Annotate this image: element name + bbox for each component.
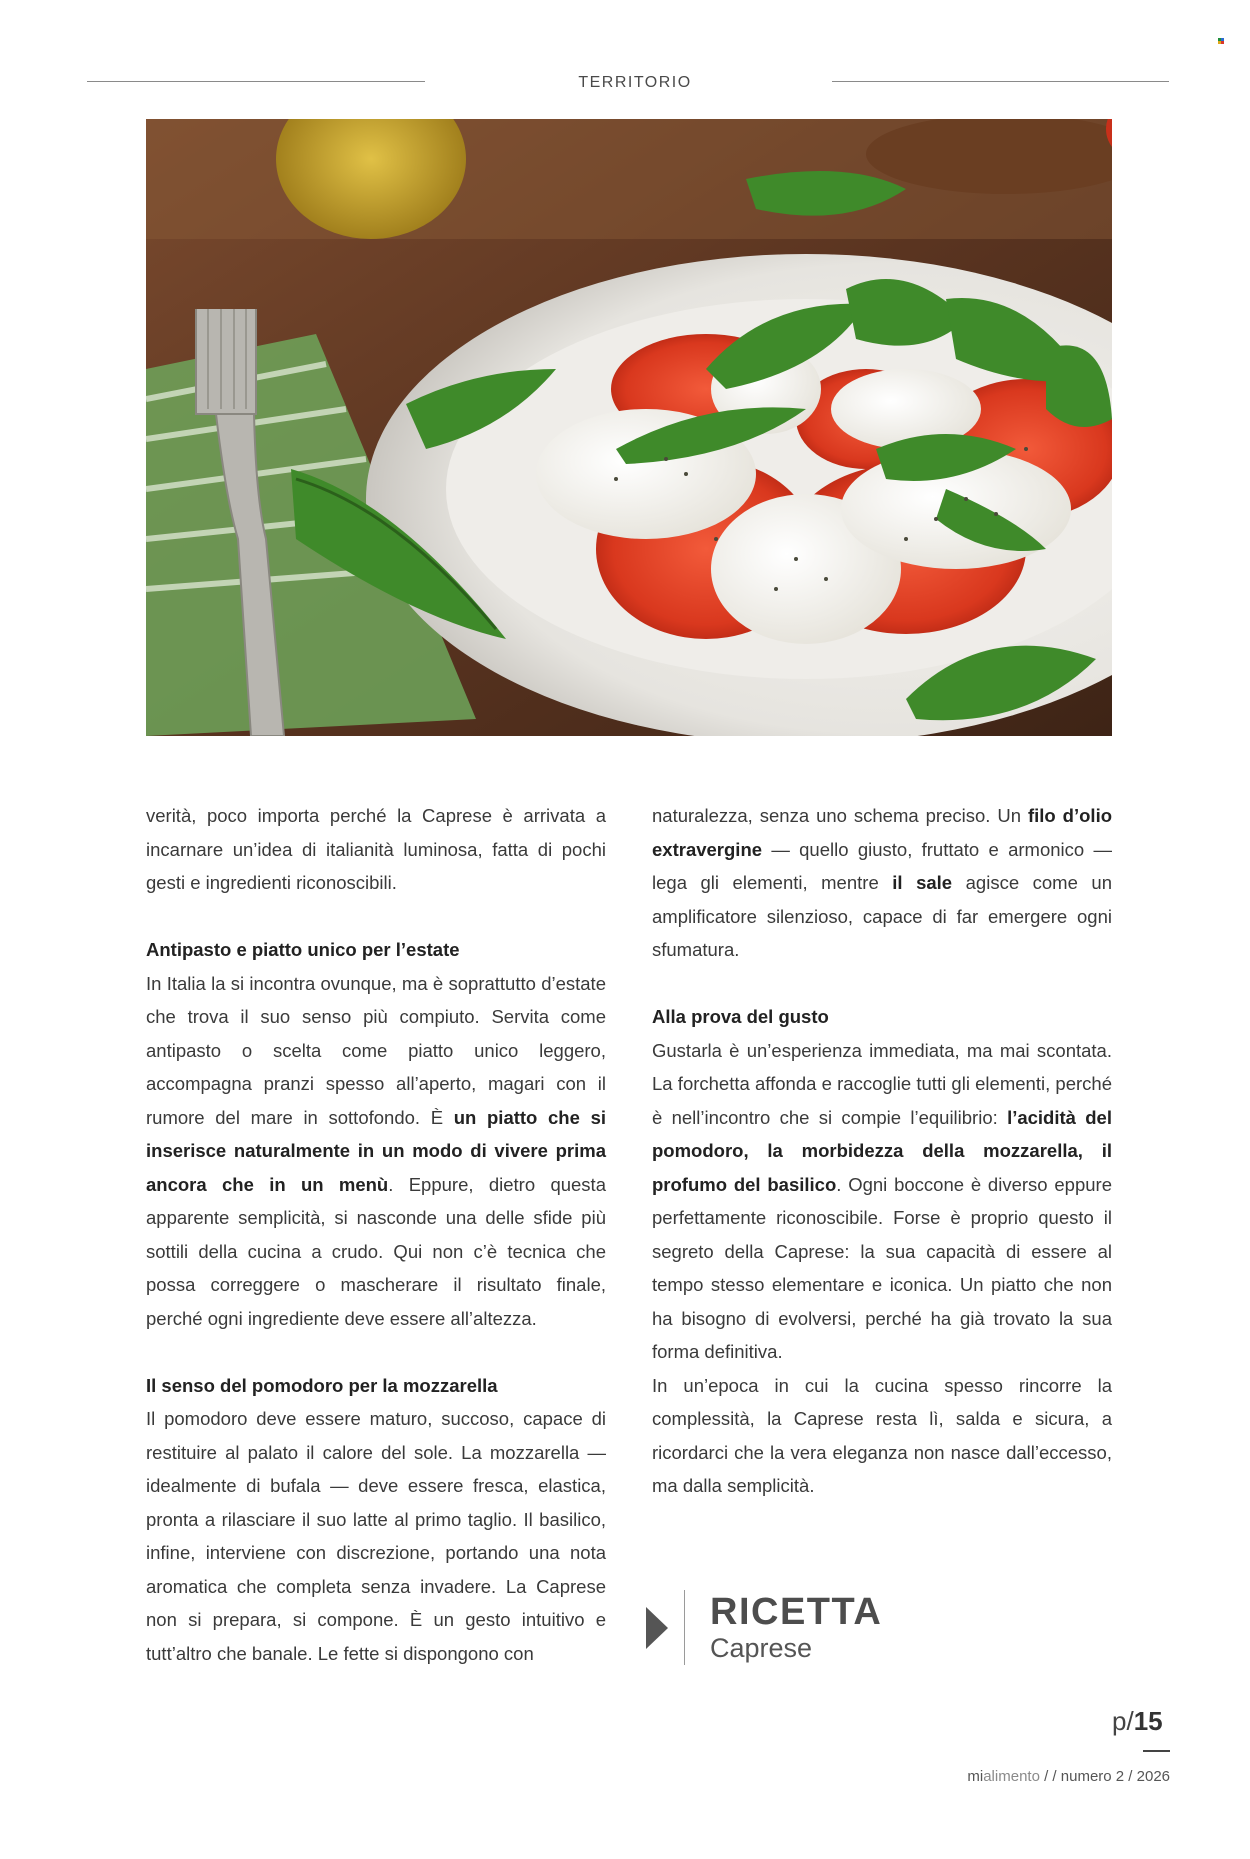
article-column-right [652, 799, 1112, 1503]
page-number: p/15 [1112, 1706, 1163, 1736]
subheading: Alla prova del gusto [652, 1006, 829, 1027]
subheading: Antipasto e piatto unico per l’estate [146, 939, 460, 960]
paragraph: naturalezza, senza uno schema preciso. Un filo d’olio extravergine — quello giusto, fruttato e armonico — lega gli elementi, mentre il sale agisce come un amplificatore silenzioso, capace di far emergere ogni sfumatura. [652, 805, 1113, 960]
corner-color-marks [1218, 38, 1226, 43]
footer-credit: mialimento / / numero 2 / 2026 [967, 1768, 1170, 1785]
recipe-tag-subtitle: Caprese [710, 1633, 813, 1663]
article-column-left [146, 799, 606, 1670]
page-number-rule [1143, 1750, 1170, 1752]
header-rule-right [832, 81, 1169, 82]
play-arrow-icon [646, 1607, 668, 1649]
section-label: TERRITORIO [578, 74, 692, 91]
paragraph: verità, poco importa perché la Caprese è arrivata a incarnare un’idea di italianità luminosa, fatta di pochi gesti e ingredienti riconoscibili. [146, 805, 606, 893]
paragraph: Gustarla è un’esperienza immediata, ma mai scontata. La forchetta affonda e raccoglie tutti gli elementi, perché è nell’incontro che si compie l’equilibrio: l’acidità del pomodoro, la morbidezza della mozzarella, il profumo del basilico. Ogni boccone è diverso eppure perfettamente riconoscibile. Forse è proprio questo il segreto della Caprese: la sua capacità di essere al tempo stesso elementare e iconica. Un piatto che non ha bisogno di evolversi, perché ha già trovato la sua forma definitiva. [652, 1039, 1112, 1362]
caprese-illustration [146, 119, 1112, 736]
paragraph: In un’epoca in cui la cucina spesso rincorre la complessità, la Caprese resta lì, salda e sicura, a ricordarci che la vera eleganza non nasce dall’eccesso, ma dalla semplicità. [652, 1374, 1112, 1496]
paragraph: In Italia la si incontra ovunque, ma è soprattutto d’estate che trova il suo senso più compiuto. Servita come antipasto o scelta come piatto unico leggero, accompagna pranzi spesso all’aperto, magari con il rumore del mare in sottofondo. È un piatto che si inserisce naturalmente in un modo di vivere prima ancora che in un menù. Eppure, dietro questa apparente semplicità, si nasconde una delle sfide più sottili della cucina a crudo. Qui non c’è tecnica che possa correggere o mascherare il risultato finale, perché ogni ingrediente deve essere all’altezza. [146, 972, 606, 1329]
subheading: Il senso del pomodoro per la mozzarella [146, 1374, 498, 1396]
header-rule-left [87, 81, 425, 82]
caprese-photo [146, 119, 1112, 736]
paragraph: Il pomodoro deve essere maturo, succoso, capace di restituire al palato il calore del sole. La mozzarella — idealmente di bufala — deve essere fresca, elastica, pronta a rilasciare il suo latte al primo taglio. Il basilico, infine, interviene con discrezione, portando una nota aromatica che completa senza invadere. La Caprese non si prepara, si compone. È un gesto intuitivo e tutt’altro che banale. Le fette si dispongono con [146, 1408, 606, 1664]
recipe-tag-title: RICETTA [710, 1591, 883, 1633]
recipe-tag [640, 1590, 900, 1665]
divider [684, 1590, 685, 1665]
